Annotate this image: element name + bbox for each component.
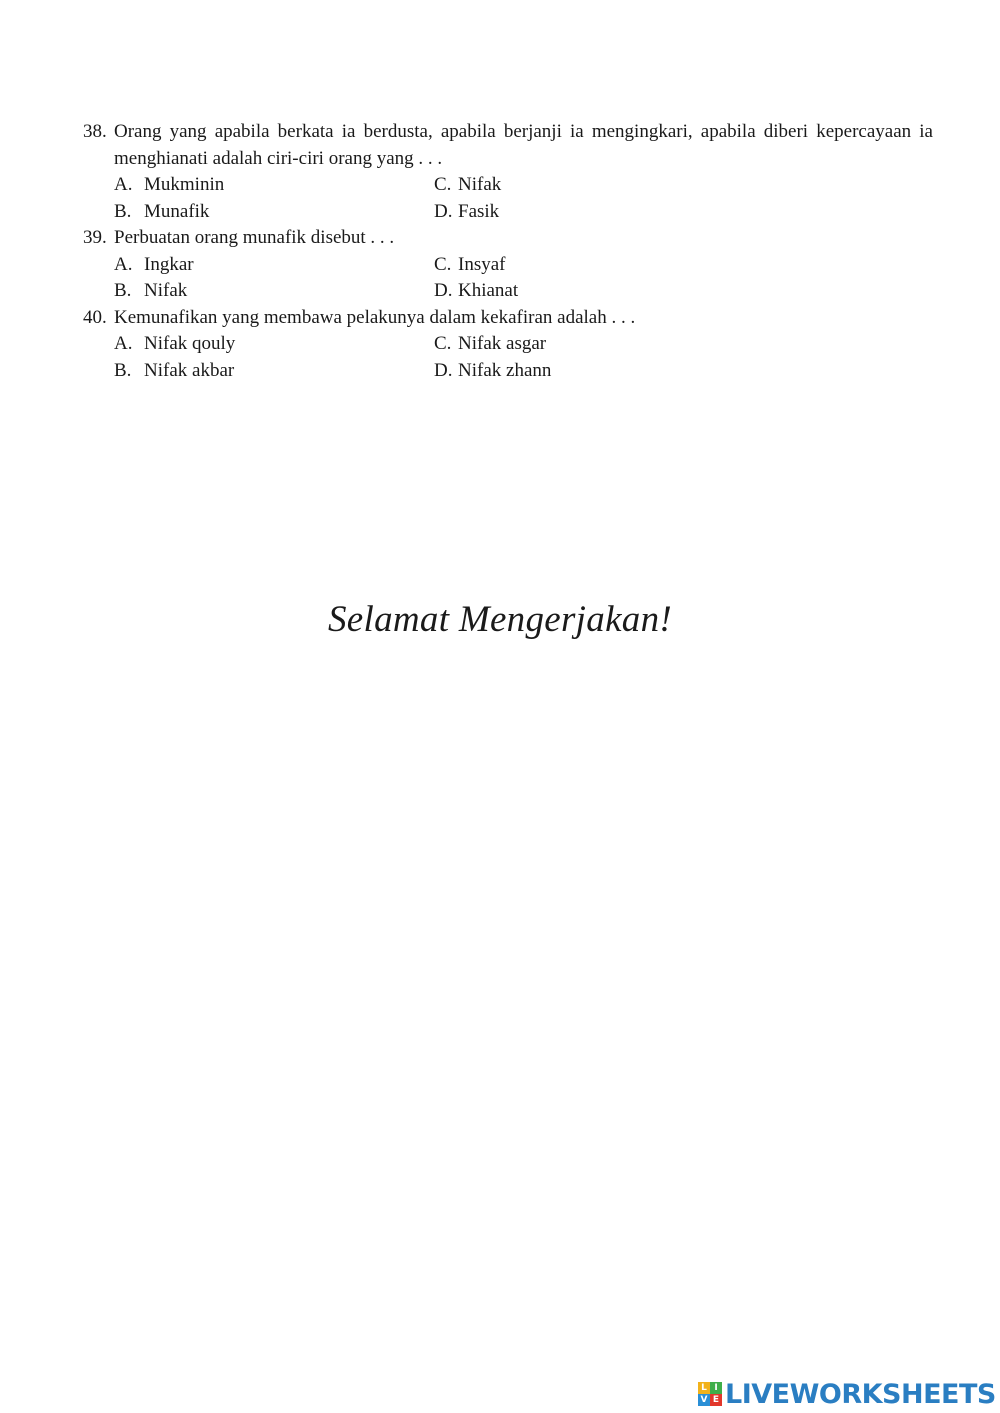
logo-letter: L <box>698 1382 710 1394</box>
logo-letter: I <box>710 1382 722 1394</box>
option-text: Khianat <box>458 280 519 301</box>
option-text: Mukminin <box>144 174 225 195</box>
question-number: 38. <box>83 121 107 142</box>
option-letter: B. <box>114 200 132 222</box>
option-d[interactable] <box>434 278 518 305</box>
option-letter: A. <box>114 253 133 275</box>
question-39 <box>83 225 933 305</box>
option-a[interactable] <box>114 331 434 358</box>
question-number: 40. <box>83 306 107 328</box>
question-list <box>83 119 933 384</box>
brand-name: LIVEWORKSHEETS <box>725 1378 996 1410</box>
option-text: Nifak akbar <box>144 359 235 381</box>
option-letter: C. <box>434 174 452 195</box>
option-letter: D. <box>434 359 453 381</box>
question-text: Orang yang apabila berkata ia berdusta, apabila berjanji ia mengingkari, apabila diberi kepercayaan ia menghianati adalah ciri-ciri orang yang . . . <box>114 121 933 169</box>
option-b[interactable] <box>114 278 434 305</box>
closing-message: Selamat Mengerjakan! <box>327 599 673 640</box>
option-letter: A. <box>114 333 133 354</box>
option-text: Nifak <box>144 280 188 301</box>
logo-letter: E <box>710 1394 722 1406</box>
question-number: 39. <box>83 227 107 248</box>
question-38 <box>83 119 933 225</box>
option-d[interactable] <box>434 358 551 385</box>
option-text: Ingkar <box>144 253 194 275</box>
option-letter: B. <box>114 280 132 301</box>
option-text: Nifak qouly <box>144 333 236 354</box>
option-a[interactable] <box>114 172 434 199</box>
option-a[interactable] <box>114 252 434 279</box>
option-d[interactable] <box>434 199 499 226</box>
option-letter: D. <box>434 280 453 301</box>
question-text: Kemunafikan yang membawa pelakunya dalam kekafiran adalah . . . <box>114 306 636 328</box>
option-text: Munafik <box>144 200 210 222</box>
option-letter: D. <box>434 200 453 222</box>
option-text: Nifak zhann <box>458 359 552 381</box>
option-c[interactable] <box>434 252 505 279</box>
question-40 <box>83 305 933 385</box>
option-letter: C. <box>434 253 452 275</box>
option-text: Nifak asgar <box>458 333 547 354</box>
logo-letter: V <box>698 1394 710 1406</box>
option-letter: B. <box>114 359 132 381</box>
option-b[interactable] <box>114 199 434 226</box>
option-c[interactable] <box>434 172 501 199</box>
option-c[interactable] <box>434 331 546 358</box>
option-letter: A. <box>114 174 133 195</box>
liveworksheets-logo-icon <box>698 1382 722 1406</box>
option-letter: C. <box>434 333 452 354</box>
liveworksheets-brand[interactable] <box>698 1378 996 1410</box>
question-text: Perbuatan orang munafik disebut . . . <box>114 227 395 248</box>
option-text: Fasik <box>458 200 500 222</box>
option-text: Insyaf <box>458 253 506 275</box>
option-b[interactable] <box>114 358 434 385</box>
option-text: Nifak <box>458 174 502 195</box>
